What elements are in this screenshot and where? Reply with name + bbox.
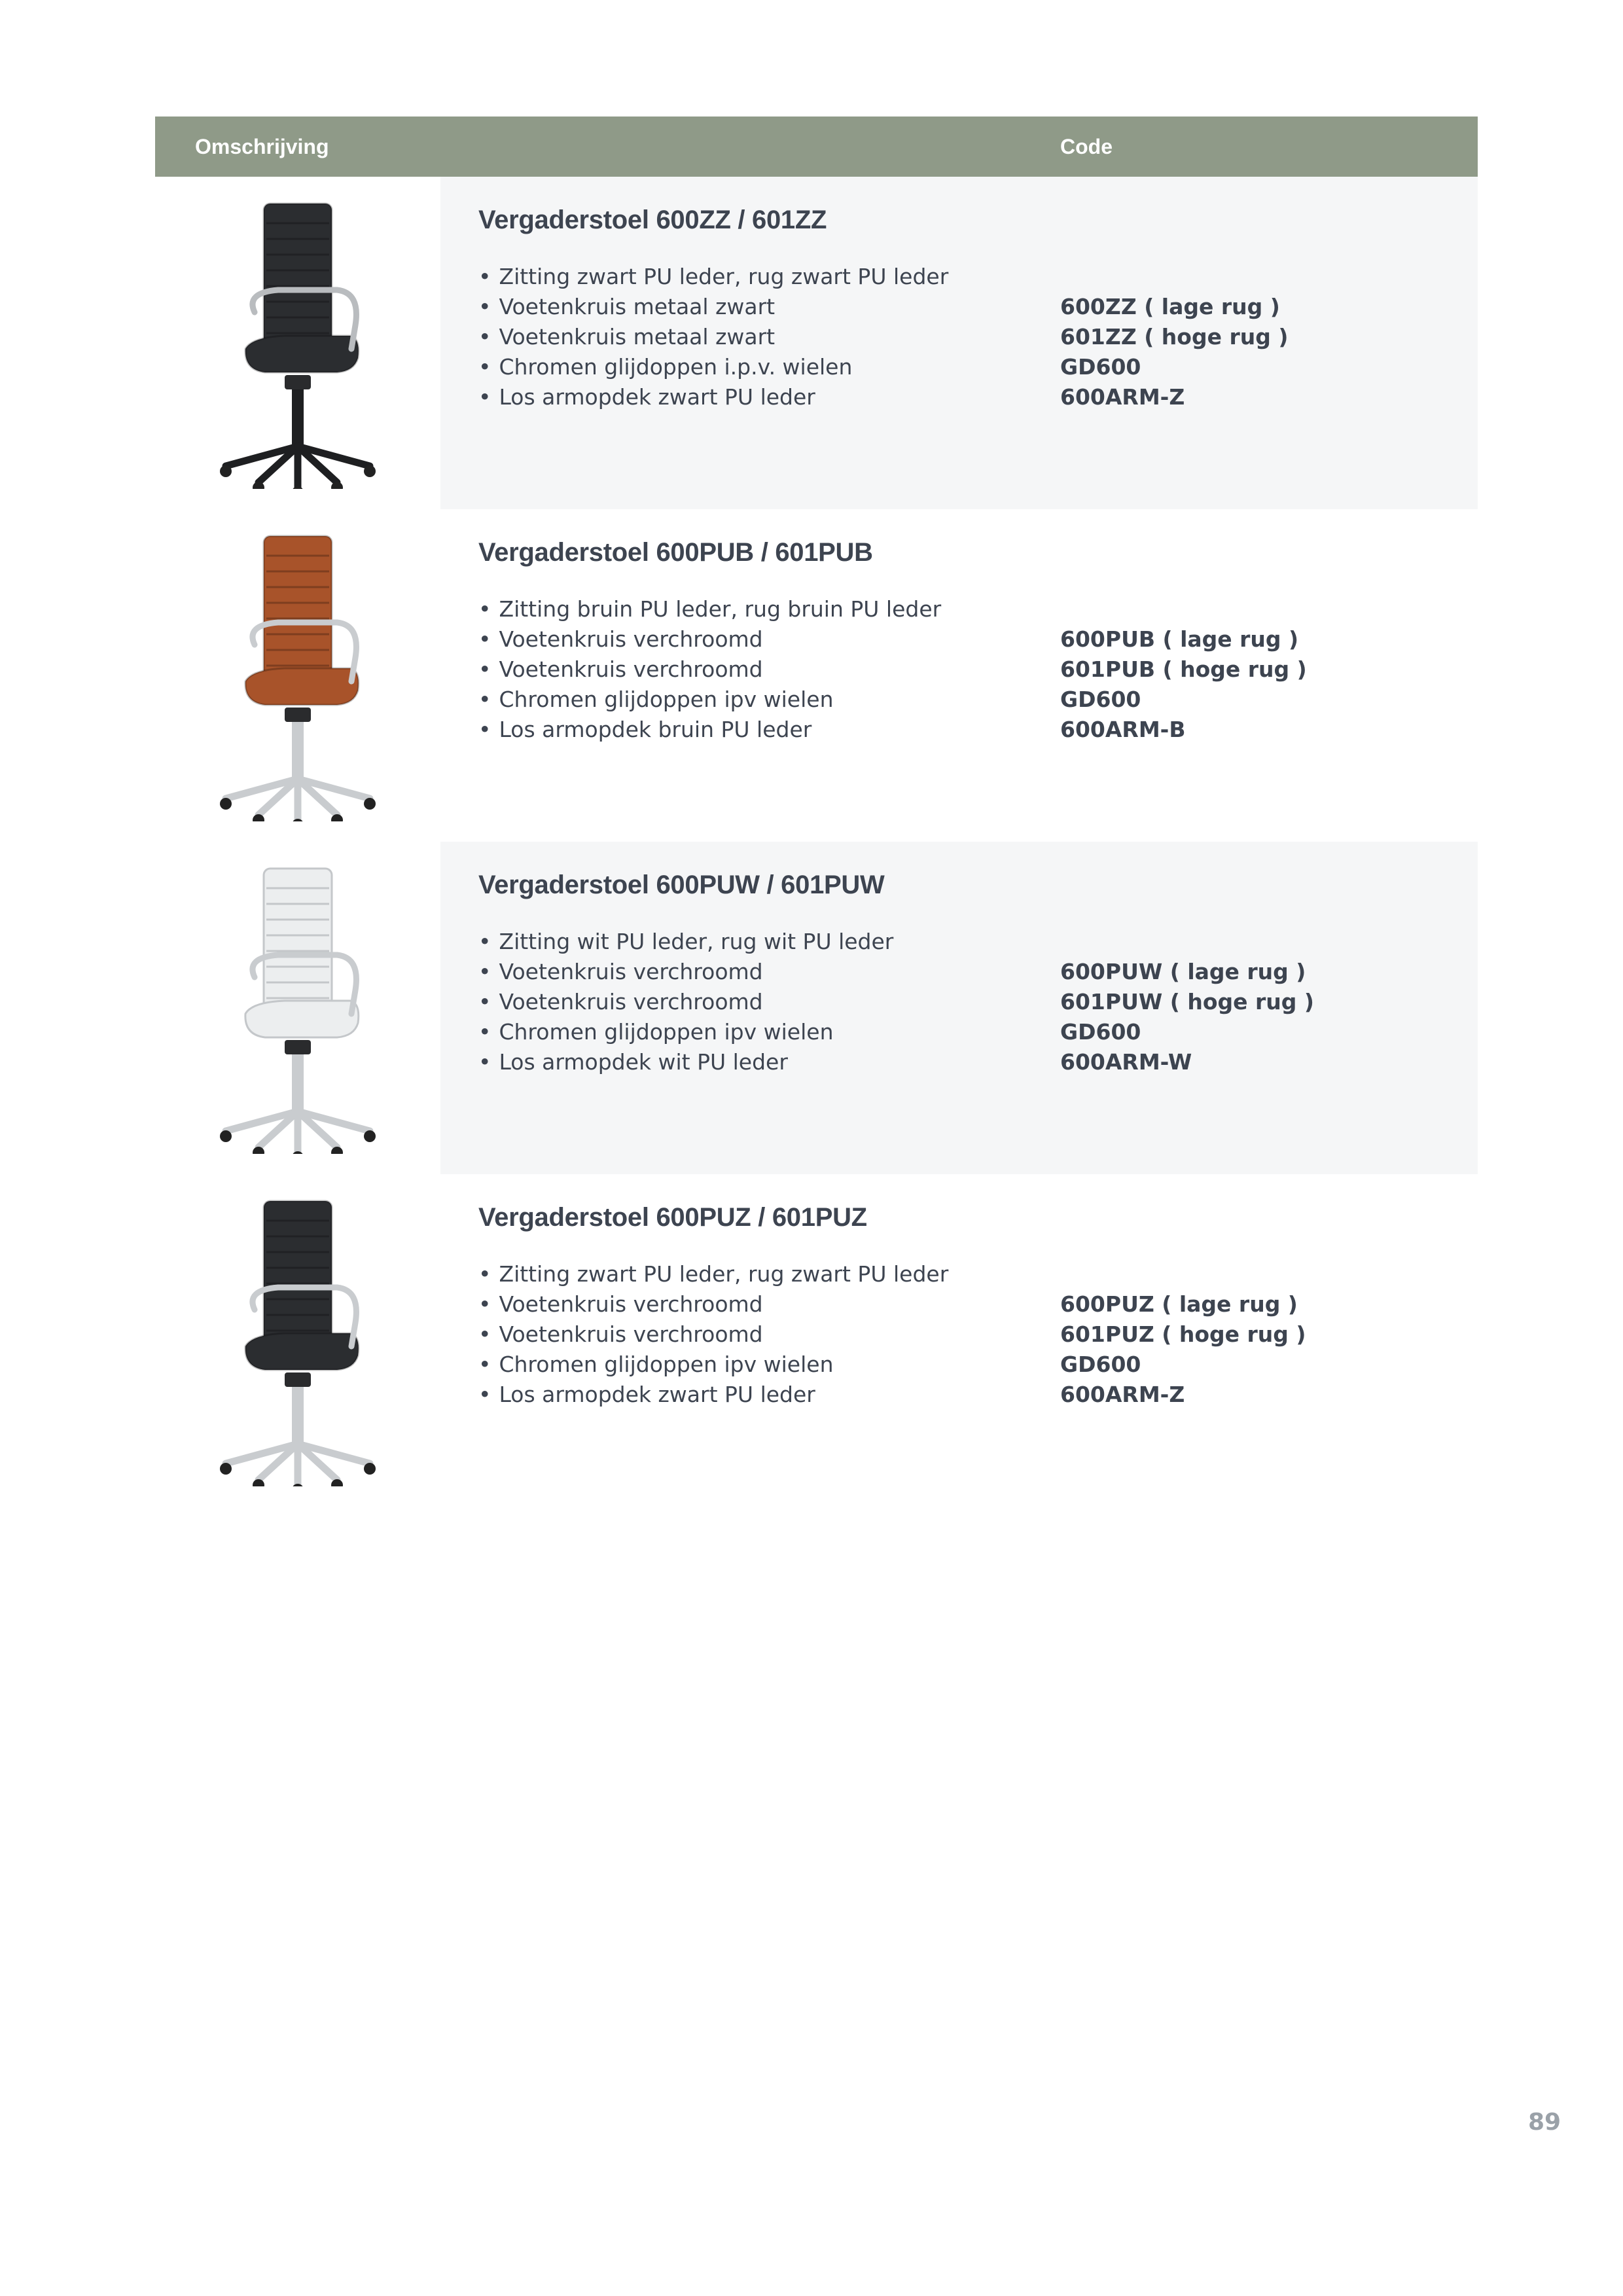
feature-list [478,594,941,745]
office-chair-brown-icon [206,527,389,824]
feature-list [478,262,948,412]
product-image [155,842,440,1174]
product-title: Vergaderstoel 600PUW / 601PUW [478,870,885,899]
feature-item: • Voetenkruis verchroomd [478,987,893,1017]
feature-item: • Chromen glijdoppen ipv wielen [478,1350,948,1380]
table-row [155,177,1478,509]
code-item: 600PUZ ( lage rug ) [1060,1291,1298,1317]
code-list [1060,624,1307,745]
feature-item: • Voetenkruis metaal zwart [478,322,948,352]
feature-item: • Zitting wit PU leder, rug wit PU leder [478,927,893,957]
feature-item: • Zitting zwart PU leder, rug zwart PU leder [478,262,948,292]
code-item: GD600 [1060,687,1141,712]
code-column-header: Code [1060,135,1113,158]
feature-item: • Los armopdek zwart PU leder [478,1380,948,1410]
code-item: 600PUW ( lage rug ) [1060,959,1306,984]
table-row [155,509,1478,842]
feature-item: • Los armopdek bruin PU leder [478,715,941,745]
product-image [155,1174,440,1507]
code-item: GD600 [1060,1352,1141,1377]
code-item: 600PUB ( lage rug ) [1060,626,1299,652]
office-chair-black-icon [206,1192,389,1489]
product-image [155,177,440,509]
feature-item: • Chromen glijdoppen i.p.v. wielen [478,352,948,382]
code-item: GD600 [1060,1019,1141,1045]
product-title: Vergaderstoel 600ZZ / 601ZZ [478,206,827,234]
product-table [155,117,1478,1507]
office-chair-black-icon [206,194,389,492]
feature-item: • Voetenkruis metaal zwart [478,292,948,322]
feature-item: • Zitting bruin PU leder, rug bruin PU leder [478,594,941,624]
table-row [155,1174,1478,1507]
code-item: GD600 [1060,354,1141,380]
feature-item: • Los armopdek zwart PU leder [478,382,948,412]
code-list [1060,957,1314,1077]
feature-item: • Voetenkruis verchroomd [478,957,893,987]
code-item: 601ZZ ( hoge rug ) [1060,324,1289,350]
description-column-header: Omschrijving [195,135,329,158]
code-list [1060,292,1288,412]
code-item: 601PUW ( hoge rug ) [1060,989,1314,1014]
code-item: 600ARM-B [1060,717,1186,742]
office-chair-white-icon [206,859,389,1157]
code-item: 601PUB ( hoge rug ) [1060,656,1307,682]
feature-list [478,927,893,1077]
code-item: 601PUZ ( hoge rug ) [1060,1321,1306,1347]
product-image [155,509,440,842]
table-header [155,117,1478,177]
code-item: 600ZZ ( lage rug ) [1060,294,1280,319]
page-number: 89 [1528,2109,1561,2136]
code-list [1060,1289,1306,1410]
feature-item: • Los armopdek wit PU leder [478,1047,893,1077]
code-item: 600ARM-Z [1060,1382,1185,1407]
code-item: 600ARM-W [1060,1049,1192,1075]
feature-item: • Chromen glijdoppen ipv wielen [478,685,941,715]
feature-item: • Voetenkruis verchroomd [478,655,941,685]
feature-item: • Voetenkruis verchroomd [478,1289,948,1319]
feature-item: • Chromen glijdoppen ipv wielen [478,1017,893,1047]
product-title: Vergaderstoel 600PUZ / 601PUZ [478,1203,867,1232]
feature-list [478,1259,948,1410]
product-title: Vergaderstoel 600PUB / 601PUB [478,538,873,567]
code-item: 600ARM-Z [1060,384,1185,410]
feature-item: • Voetenkruis verchroomd [478,624,941,655]
feature-item: • Zitting zwart PU leder, rug zwart PU leder [478,1259,948,1289]
feature-item: • Voetenkruis verchroomd [478,1319,948,1350]
table-row [155,842,1478,1174]
